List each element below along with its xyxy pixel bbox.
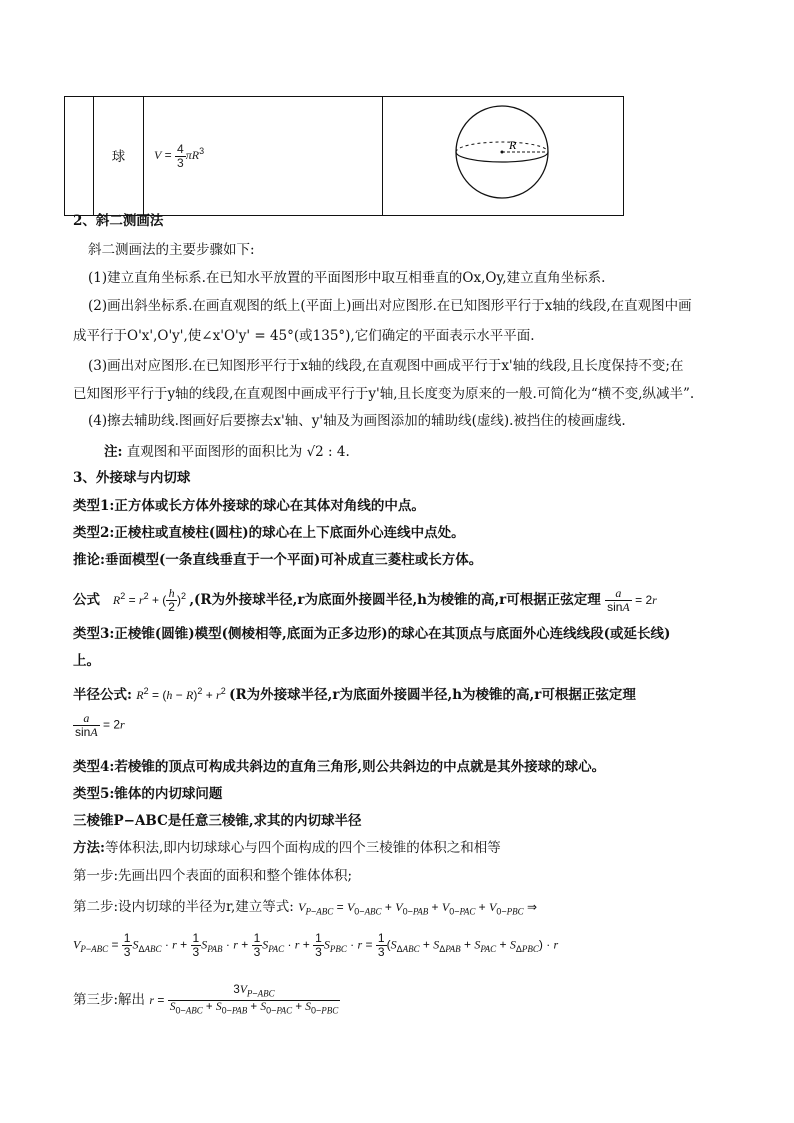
section-heading-3: 3、外接球与内切球 bbox=[73, 470, 191, 486]
note-label: 注: bbox=[104, 444, 123, 460]
shape-name: 球 bbox=[111, 148, 126, 165]
type3-line2: 上。 bbox=[73, 653, 100, 669]
s2-step2-line1: (2)画出斜坐标系.在画直观图的纸上(平面上)画出对应图形.在已知图形平行于x轴的线段,在直观图中画 bbox=[88, 298, 692, 314]
formula-expression: $R^2 = r^2$ + ( $\frac{h}{2}$ )$^2$ bbox=[112, 586, 186, 615]
radius-expression: $R^2 = (h - R)^2 + r^2$ bbox=[136, 686, 226, 702]
sphere-figure-cell bbox=[383, 97, 624, 216]
type5-text: 类型5:锥体的内切球问题 bbox=[73, 786, 223, 802]
table-row bbox=[65, 97, 624, 216]
table-blank-cell bbox=[65, 97, 94, 216]
s2-note bbox=[104, 442, 350, 462]
shape-name-cell bbox=[94, 97, 144, 216]
sphere-radius-label: R bbox=[509, 138, 517, 152]
formula-description: ,(R为外接球半径,r为底面外接圆半径,h为棱锥的高,r可根据正弦定理 bbox=[189, 592, 601, 608]
sphere-figure bbox=[383, 97, 623, 211]
s2-step1: (1)建立直角坐标系.在已知水平放置的平面图形中取互相垂直的Ox,Oy,建立直角坐标系. bbox=[88, 270, 606, 286]
solids-table bbox=[64, 96, 624, 216]
volume-formula-cell bbox=[144, 97, 383, 216]
volume-sum-equation: $V_{P-ABC} = V_{0-ABC} + V_{0-PAB} + V_{0-PAC} + V_{0-PBC}$ ⇒ bbox=[298, 900, 538, 917]
sine-law-formula-1: $\frac{a}{\sin A}$ = 2r bbox=[607, 586, 657, 615]
radius-description: (R为外接球半径,r为底面外接圆半径,h为棱锥的高,r可根据正弦定理 bbox=[229, 687, 636, 703]
step-two-text: 第二步:设内切球的半径为r,建立等式: bbox=[73, 899, 294, 915]
radius-solution-equation: r = $\frac{3V_{P-ABC}}{S_{0-ABC} + S_{0-PAB} + S_{0-PAC} + S_{0-PBC}}$ bbox=[149, 984, 339, 1016]
s2-step4: (4)擦去辅助线.图画好后要擦去x'轴、y'轴及为画图添加的辅助线(虚线).被挡住的棱画虚线. bbox=[88, 413, 626, 429]
volume-expansion-equation: $V_{P-ABC}$ = $\frac{1}{3}$ $S_{\Delta ABC} \cdot r$ + $\frac{1}{3}$ $S_{PAB} \cdot r$ + $\frac{1}{3}$ $S_{PAC} \cdot r$ + $\frac{1}{3}$ $S_{PBC} \cdot r$ = $\frac{1}{3}$ $(S_{\Delta ABC} + S_{\Delta PAB} + S_{PAC} + S_{\Delta PBC}) \cdot r$ bbox=[73, 931, 559, 959]
section-heading-2: 2、斜二测画法 bbox=[73, 213, 164, 229]
sine-law-formula-2: $\frac{a}{\sin A}$ = 2r bbox=[75, 711, 125, 739]
s2-step3-line2: 已知图形平行于y轴的线段,在直观图中画成平行于y'轴,且长度变为原来的一般.可简化为“横不变,纵减半”. bbox=[73, 386, 695, 402]
pyramid-line: 三棱锥P−ABC是任意三棱锥,求其的内切球半径 bbox=[73, 813, 362, 829]
step-three-line bbox=[73, 984, 340, 1018]
corollary-text: 推论:垂面模型(一条直线垂直于一个平面)可补成直三菱柱或长方体。 bbox=[73, 552, 483, 568]
type2-text: 类型2:正棱柱或直棱柱(圆柱)的球心在上下底面外心连线中点处。 bbox=[73, 525, 465, 541]
radius-formula-line bbox=[73, 681, 636, 705]
step-one-text: 第一步:先画出四个表面的面积和整个锥体体积; bbox=[73, 868, 353, 884]
step-three-text: 第三步:解出 bbox=[73, 991, 146, 1008]
s2-step2-line2: 成平行于O'x',O'y',使∠x'O'y' = 45°(或135°),它们确定的平面表示水平平面. bbox=[73, 328, 535, 344]
type1-text: 类型1:正方体或长方体外接球的球心在其体对角线的中点。 bbox=[73, 498, 425, 514]
s2-step3-line1: (3)画出对应图形.在已知图形平行于x轴的线段,在直观图中画成平行于x'轴的线段,且长度保持不变;在 bbox=[88, 358, 684, 374]
formula-label: 公式 bbox=[73, 592, 100, 608]
note-text: 直观图和平面图形的面积比为 √2 : 4. bbox=[126, 444, 350, 460]
method-text: 方法:等体积法,即内切球球心与四个面构成的四个三棱锥的体积之和相等 bbox=[73, 840, 501, 856]
step-two-line bbox=[73, 897, 537, 921]
type3-line1: 类型3:正棱锥(圆锥)模型(侧棱相等,底面为正多边形)的球心在其顶点与底面外心连线线段(或延长线) bbox=[73, 626, 671, 642]
type4-text: 类型4:若棱锥的顶点可构成共斜边的直角三角形,则公共斜边的中点就是其外接球的球心。 bbox=[73, 759, 606, 775]
radius-label: 半径公式: bbox=[73, 687, 132, 703]
volume-formula: V = $\frac{4}{3}$ $\pi R^3$ bbox=[154, 141, 205, 170]
s2-intro: 斜二测画法的主要步骤如下: bbox=[88, 242, 255, 258]
formula-line bbox=[73, 586, 657, 614]
